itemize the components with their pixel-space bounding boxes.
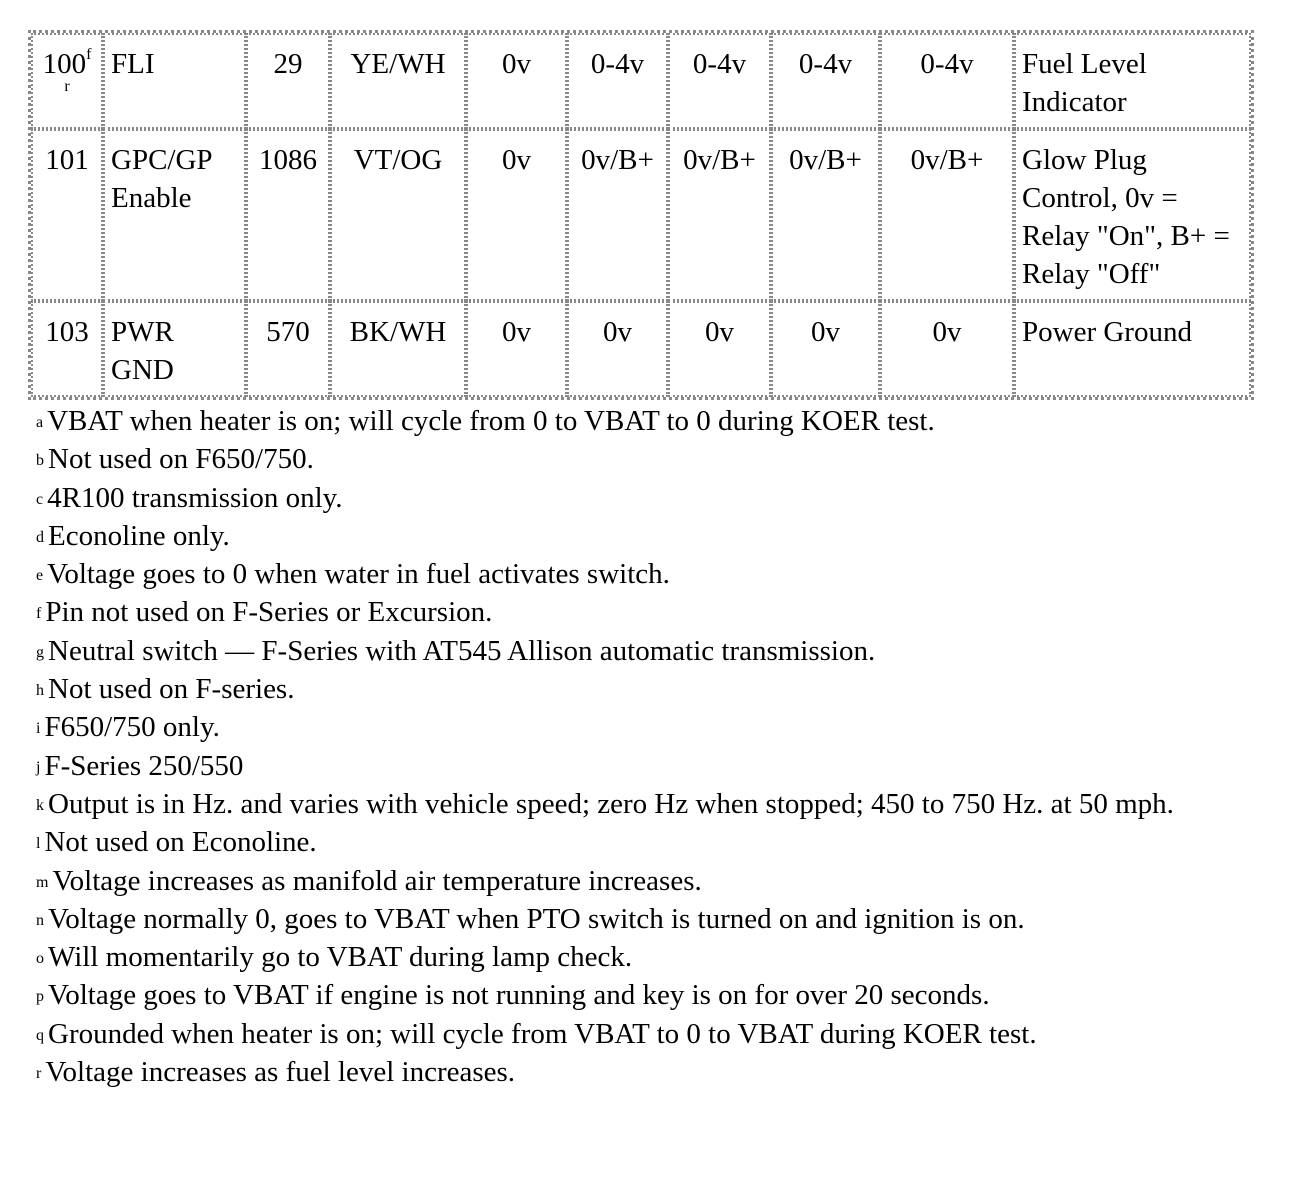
voltage-cell: 0-4v [668, 33, 771, 129]
footnote-mark: b [36, 452, 44, 470]
signal-cell: GPC/GP Enable [103, 129, 246, 301]
footnote-mark: e [36, 567, 44, 585]
footnote-text: F-Series 250/550 [44, 749, 244, 782]
footnote-mark: k [36, 796, 44, 814]
footnote [36, 785, 1248, 823]
footnote-text: F650/750 only. [44, 711, 220, 744]
footnote-text: Output is in Hz. and varies with vehicle speed; zero Hz when stopped; 450 to 750 Hz. at 50 mph. [48, 787, 1174, 820]
footnote-text: Voltage increases as manifold air temperature increases. [52, 864, 702, 897]
voltage-cell: 0v [466, 33, 567, 129]
pin-number: 101 [45, 144, 89, 176]
footnote [36, 517, 1248, 555]
circuit-cell: 29 [246, 33, 330, 129]
footnote-mark: r [36, 1065, 42, 1083]
voltage-cell: 0v [567, 301, 668, 397]
footnote-mark: d [36, 528, 44, 546]
footnote-text: Grounded when heater is on; will cycle from VBAT to 0 to VBAT during KOER test. [48, 1017, 1037, 1050]
circuit-cell: 1086 [246, 129, 330, 301]
footnote-text: Pin not used on F-Series or Excursion. [45, 596, 493, 629]
document [28, 30, 1248, 1091]
description-cell: Glow Plug Control, 0v = Relay "On", B+ = Relay "Off" [1014, 129, 1251, 301]
footnote [36, 976, 1248, 1014]
footnote-mark: l [36, 835, 41, 853]
footnote [36, 862, 1248, 900]
footnote [36, 555, 1248, 593]
footnote [36, 1053, 1248, 1091]
footnote-text: 4R100 transmission only. [47, 481, 343, 514]
footnote [36, 823, 1248, 861]
signal-cell: FLI [103, 33, 246, 129]
footnote-mark: m [36, 873, 49, 891]
voltage-cell: 0v [771, 301, 880, 397]
footnote [36, 440, 1248, 478]
footnote-text: Econoline only. [48, 519, 230, 552]
pin-number: 100 [42, 48, 87, 80]
footnote-text: Not used on F-series. [48, 673, 295, 706]
footnote-mark: p [36, 988, 44, 1006]
footnote [36, 708, 1248, 746]
voltage-cell: 0v [668, 301, 771, 397]
pin-footnote-mark: f [86, 46, 92, 63]
footnote-text: Neutral switch — F-Series with AT545 Allison automatic transmission. [48, 634, 876, 667]
footnote-list [28, 402, 1248, 1091]
voltage-cell: 0-4v [771, 33, 880, 129]
table-row [31, 33, 1251, 129]
voltage-cell: 0v [466, 129, 567, 301]
circuit-cell: 570 [246, 301, 330, 397]
pin-cell [31, 129, 103, 301]
footnote [36, 402, 1248, 440]
voltage-cell: 0v [880, 301, 1014, 397]
footnote [36, 1015, 1248, 1053]
footnote-text: Will momentarily go to VBAT during lamp check. [48, 941, 633, 974]
footnote-mark: a [36, 414, 44, 431]
footnote-text: Voltage normally 0, goes to VBAT when PTO switch is turned on and ignition is on. [48, 902, 1025, 935]
footnote-mark: g [36, 643, 44, 661]
wire-color-cell: VT/OG [330, 129, 466, 301]
wire-color-cell: YE/WH [330, 33, 466, 129]
description-cell: Power Ground [1014, 301, 1251, 397]
voltage-cell: 0v/B+ [880, 129, 1014, 301]
footnote [36, 938, 1248, 976]
footnote-text: Voltage goes to VBAT if engine is not running and key is on for over 20 seconds. [48, 979, 990, 1012]
footnote-mark: i [36, 720, 41, 738]
footnote [36, 747, 1248, 785]
footnote-mark: j [36, 758, 41, 776]
footnote-mark: c [36, 490, 44, 508]
footnote [36, 670, 1248, 708]
footnote-text: Voltage increases as fuel level increases. [45, 1056, 516, 1089]
footnote-text: Not used on F650/750. [48, 443, 314, 476]
footnote [36, 479, 1248, 517]
footnote [36, 593, 1248, 631]
signal-cell: PWR GND [103, 301, 246, 397]
pin-footnote-sub: r [64, 78, 70, 95]
voltage-cell: 0-4v [567, 33, 668, 129]
voltage-cell: 0-4v [880, 33, 1014, 129]
footnote-mark: h [36, 682, 44, 700]
description-cell: Fuel Level Indicator [1014, 33, 1251, 129]
footnote-text: VBAT when heater is on; will cycle from 0 to VBAT to 0 during KOER test. [47, 405, 935, 437]
footnote-mark: o [36, 950, 44, 968]
voltage-cell: 0v/B+ [668, 129, 771, 301]
footnote-mark: n [36, 911, 44, 929]
voltage-cell: 0v/B+ [771, 129, 880, 301]
voltage-cell: 0v [466, 301, 567, 397]
wire-color-cell: BK/WH [330, 301, 466, 397]
voltage-cell: 0v/B+ [567, 129, 668, 301]
footnote-mark: q [36, 1026, 44, 1044]
pin-number: 103 [45, 316, 89, 348]
footnote [36, 632, 1248, 670]
table-row [31, 301, 1251, 397]
pin-table [28, 30, 1254, 400]
pin-cell [31, 33, 103, 129]
footnote [36, 900, 1248, 938]
footnote-mark: f [36, 605, 42, 623]
pin-cell [31, 301, 103, 397]
table-row [31, 129, 1251, 301]
footnote-text: Voltage goes to 0 when water in fuel activates switch. [47, 558, 670, 591]
footnote-text: Not used on Econoline. [44, 826, 317, 859]
